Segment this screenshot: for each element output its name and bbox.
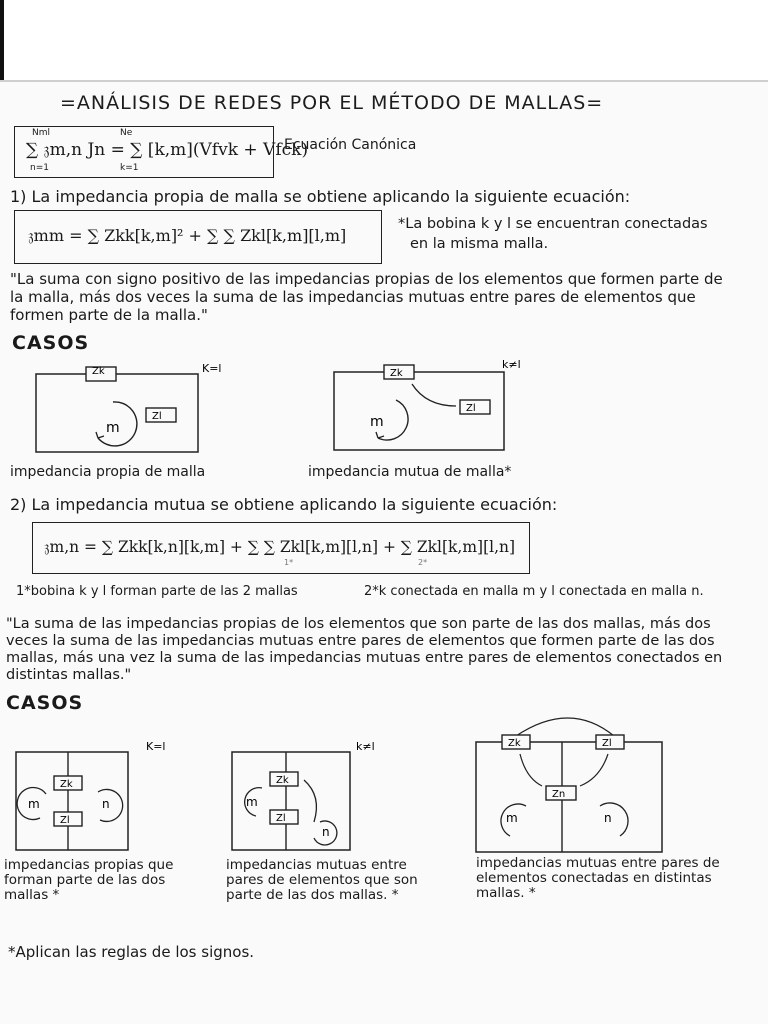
page-title: =ANÁLISIS DE REDES POR EL MÉTODO DE MALLAS= (60, 92, 604, 114)
scan-edge-line (0, 0, 4, 80)
case5-zl-label: Zl (602, 738, 612, 749)
case4-n-label: n (322, 825, 330, 839)
case3-m-label: m (28, 797, 40, 811)
case2-caption: impedancia mutua de malla* (308, 464, 512, 480)
case5-m-label: m (506, 811, 518, 825)
case4-zl-label: Zl (276, 813, 286, 824)
canonical-upper-limit-left: Nml (32, 128, 50, 138)
item2-footnote1: 1*bobina k y l forman parte de las 2 mallas (16, 584, 298, 599)
case3-zl-label: Zl (60, 815, 70, 826)
item1-heading: 1) La impedancia propia de malla se obtiene aplicando la siguiente ecuación: (10, 187, 631, 206)
case1-caption: impedancia propia de malla (10, 464, 206, 480)
canonical-upper-limit-right: Ne (120, 128, 133, 138)
scan-top-margin (0, 0, 768, 80)
case2-circuit-diagram (326, 356, 556, 460)
case3-zk-label: Zk (60, 779, 73, 790)
case5-caption: impedancias mutuas entre pares de elementos conectadas en distintas mallas. * (476, 855, 720, 901)
case5-zn-label: Zn (552, 789, 566, 800)
case1-mesh-label: m (106, 420, 120, 436)
case3-condition: K=l (146, 740, 166, 753)
case4-condition: k≠l (356, 740, 375, 753)
canonical-lower-limit-right: k=1 (120, 163, 139, 173)
item2-quote: "La suma de las impedancias propias de los elementos que son parte de las dos mallas, más dos veces la suma de las impedancias mutuas entre pares de elementos que formen parte de las dos mallas, más una vez la suma de las impedancias mutuas entre pares de elementos conectados en distintas mallas." (6, 616, 723, 683)
footer-note: *Aplican las reglas de los signos. (8, 943, 255, 961)
casos2-heading: CASOS (6, 692, 84, 714)
casos1-heading: CASOS (12, 332, 90, 354)
case3-caption: impedancias propias que forman parte de las dos mallas * (4, 857, 174, 903)
case4-zk-label: Zk (276, 775, 289, 786)
case2-mesh-label: m (370, 414, 384, 430)
case4-m-label: m (246, 795, 258, 809)
case5-n-label: n (604, 811, 612, 825)
case1-zk-label: Zk (92, 366, 105, 377)
case3-circuit-diagram (10, 736, 185, 854)
canonical-formula: ∑ 𝔷m,n Jn = ∑ [k,m](Vfvk + Vfck) (26, 140, 309, 160)
item1-note-line1: *La bobina k y l se encuentran conectadas (398, 216, 708, 232)
item1-formula: 𝔷mm = ∑ Zkk[k,m]² + ∑ ∑ Zkl[k,m][l,m] (28, 226, 347, 245)
canonical-label: Ecuación Canónica (284, 137, 417, 153)
case5-circuit-diagram (470, 710, 670, 856)
case3-n-label: n (102, 797, 110, 811)
case4-circuit-diagram (224, 736, 394, 854)
item2-footnote2: 2*k conectada en malla m y l conectada en malla n. (364, 584, 704, 599)
item2-tag2: 2* (418, 558, 428, 567)
case1-zl-label: Zl (152, 411, 162, 422)
item2-formula: 𝔷m,n = ∑ Zkk[k,n][k,m] + ∑ ∑ Zkl[k,m][l,n] + ∑ Zkl[k,m][l,n] (44, 538, 516, 556)
case2-zl-label: Zl (466, 403, 476, 414)
case1-circuit-diagram (28, 360, 228, 460)
case2-zk-label: Zk (390, 368, 403, 379)
case1-condition: K=l (202, 362, 222, 375)
canonical-lower-limit-left: n=1 (30, 163, 49, 173)
case5-zk-label: Zk (508, 738, 521, 749)
item1-note-line2: en la misma malla. (410, 236, 549, 252)
case4-caption: impedancias mutuas entre pares de elementos que son parte de las dos mallas. * (226, 857, 418, 903)
item2-tag1: 1* (284, 558, 294, 567)
item2-heading: 2) La impedancia mutua se obtiene aplicando la siguiente ecuación: (10, 495, 558, 514)
case2-condition: k≠l (502, 358, 521, 371)
item1-quote: "La suma con signo positivo de las impedancias propias de los elementos que formen parte de la malla, más dos veces la suma de las impedancias mutuas entre pares de elementos que formen parte de la malla." (10, 270, 723, 324)
